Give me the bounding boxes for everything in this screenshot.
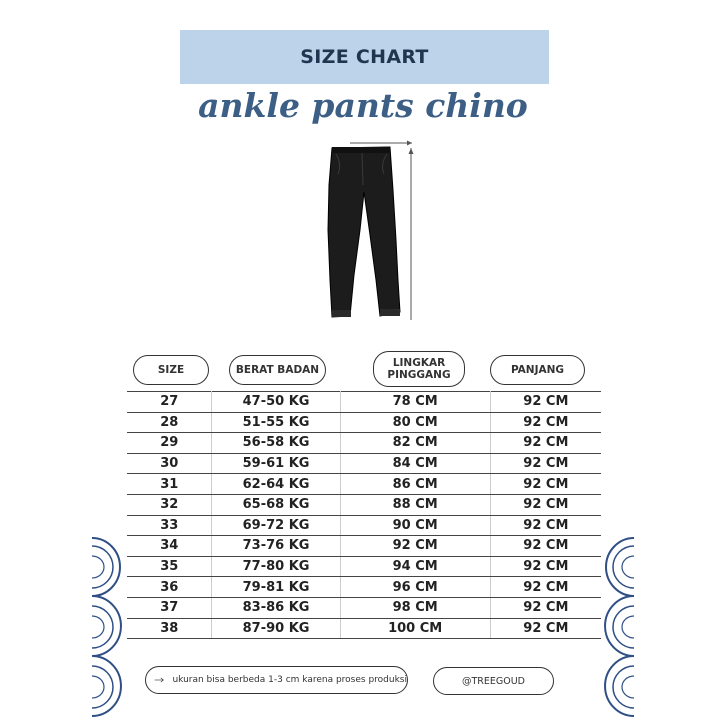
cell-berat: 77-80 KG bbox=[212, 556, 340, 577]
cell-berat: 56-58 KG bbox=[212, 433, 340, 454]
header-berat-badan: BERAT BADAN bbox=[229, 355, 326, 385]
table-row bbox=[127, 494, 601, 515]
arrow-right-icon bbox=[154, 675, 164, 685]
cell-size: 28 bbox=[127, 412, 212, 433]
cell-panjang: 92 CM bbox=[490, 556, 601, 577]
cell-panjang: 92 CM bbox=[490, 474, 601, 495]
cell-panjang: 92 CM bbox=[490, 597, 601, 618]
cell-size: 38 bbox=[127, 618, 212, 639]
cell-lingkar: 80 CM bbox=[340, 412, 490, 433]
cell-berat: 65-68 KG bbox=[212, 494, 340, 515]
table-row bbox=[127, 392, 601, 413]
cell-berat: 83-86 KG bbox=[212, 597, 340, 618]
table-row bbox=[127, 618, 601, 639]
cell-lingkar: 78 CM bbox=[340, 392, 490, 413]
cell-berat: 79-81 KG bbox=[212, 577, 340, 598]
production-note bbox=[145, 666, 408, 694]
cell-panjang: 92 CM bbox=[490, 515, 601, 536]
cell-berat: 69-72 KG bbox=[212, 515, 340, 536]
product-subtitle: ankle pants chino bbox=[198, 86, 528, 125]
header-size: SIZE bbox=[133, 355, 209, 385]
cell-size: 34 bbox=[127, 536, 212, 557]
cell-panjang: 92 CM bbox=[490, 453, 601, 474]
cell-lingkar: 94 CM bbox=[340, 556, 490, 577]
cell-lingkar: 96 CM bbox=[340, 577, 490, 598]
cell-berat: 87-90 KG bbox=[212, 618, 340, 639]
cell-panjang: 92 CM bbox=[490, 577, 601, 598]
cell-berat: 59-61 KG bbox=[212, 453, 340, 474]
cell-berat: 51-55 KG bbox=[212, 412, 340, 433]
cell-size: 33 bbox=[127, 515, 212, 536]
cell-lingkar: 92 CM bbox=[340, 536, 490, 557]
cell-panjang: 92 CM bbox=[490, 618, 601, 639]
table-row bbox=[127, 536, 601, 557]
right-wave-decoration bbox=[600, 536, 642, 726]
cell-lingkar: 88 CM bbox=[340, 494, 490, 515]
cell-size: 29 bbox=[127, 433, 212, 454]
table-row bbox=[127, 577, 601, 598]
note-text: ukuran bisa berbeda 1-3 cm karena proses produksi bbox=[172, 675, 407, 685]
header-lingkar-line1: LINGKAR bbox=[392, 357, 446, 369]
pants-image bbox=[310, 130, 430, 325]
cell-lingkar: 100 CM bbox=[340, 618, 490, 639]
cell-size: 35 bbox=[127, 556, 212, 577]
table-row bbox=[127, 474, 601, 495]
cell-panjang: 92 CM bbox=[490, 494, 601, 515]
table-row bbox=[127, 556, 601, 577]
cell-berat: 62-64 KG bbox=[212, 474, 340, 495]
title-banner bbox=[180, 30, 549, 84]
header-panjang: PANJANG bbox=[490, 355, 585, 385]
cell-size: 37 bbox=[127, 597, 212, 618]
cell-lingkar: 86 CM bbox=[340, 474, 490, 495]
cell-lingkar: 82 CM bbox=[340, 433, 490, 454]
cell-size: 27 bbox=[127, 392, 212, 413]
cell-panjang: 92 CM bbox=[490, 412, 601, 433]
cell-berat: 73-76 KG bbox=[212, 536, 340, 557]
cell-size: 30 bbox=[127, 453, 212, 474]
cell-panjang: 92 CM bbox=[490, 433, 601, 454]
left-wave-decoration bbox=[84, 536, 126, 726]
header-lingkar-line2: PINGGANG bbox=[387, 369, 451, 381]
social-handle: @TREEGOUD bbox=[433, 667, 554, 695]
table-row bbox=[127, 453, 601, 474]
table-row bbox=[127, 412, 601, 433]
cell-berat: 47-50 KG bbox=[212, 392, 340, 413]
table-row bbox=[127, 433, 601, 454]
size-table bbox=[127, 391, 601, 639]
table-row bbox=[127, 515, 601, 536]
cell-size: 36 bbox=[127, 577, 212, 598]
cell-panjang: 92 CM bbox=[490, 536, 601, 557]
cell-lingkar: 84 CM bbox=[340, 453, 490, 474]
cell-size: 32 bbox=[127, 494, 212, 515]
cell-lingkar: 98 CM bbox=[340, 597, 490, 618]
table-row bbox=[127, 597, 601, 618]
cell-lingkar: 90 CM bbox=[340, 515, 490, 536]
cell-panjang: 92 CM bbox=[490, 392, 601, 413]
header-lingkar-pinggang bbox=[373, 351, 465, 387]
page-title: SIZE CHART bbox=[300, 46, 429, 68]
cell-size: 31 bbox=[127, 474, 212, 495]
